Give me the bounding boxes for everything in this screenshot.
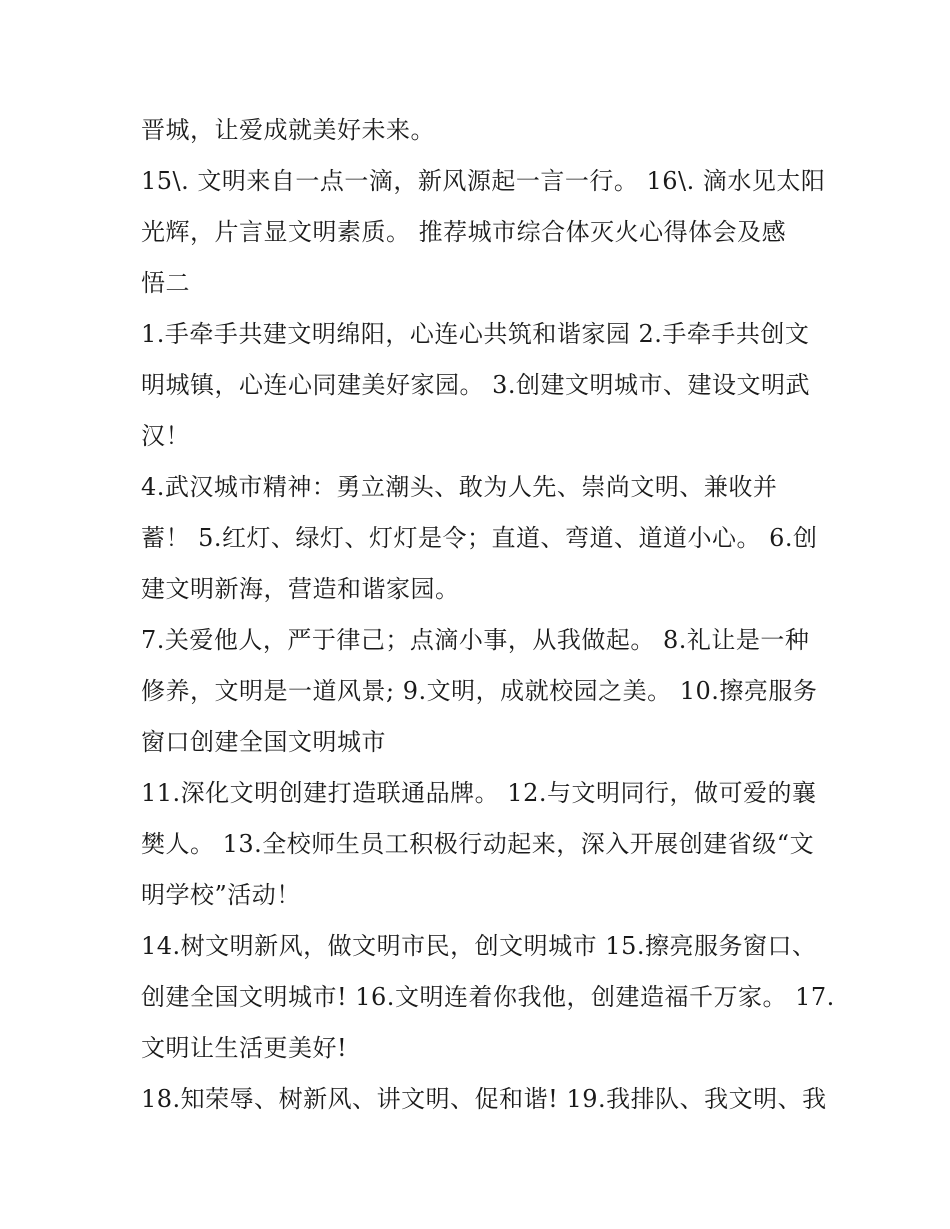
document-body	[141, 105, 835, 1125]
text-line-5: 1.手牵手共建文明绵阳，心连心共筑和谐家园 2.手牵手共创文	[141, 320, 810, 348]
text-line-3: 光辉，片言显文明素质。 推荐城市综合体灭火心得体会及感	[141, 218, 787, 246]
text-line-1: 晋城，让爱成就美好未来。	[141, 116, 435, 144]
text-line-15: 樊人。 13.全校师生员工积极行动起来，深入开展创建省级“文	[141, 830, 815, 858]
text-line-10: 建文明新海，营造和谐家园。	[141, 575, 460, 603]
text-line-7: 汉！	[141, 422, 190, 450]
text-line-13: 窗口创建全国文明城市	[141, 728, 386, 756]
text-line-18: 创建全国文明城市! 16.文明连着你我他，创建造福千万家。 17.	[141, 983, 835, 1011]
text-line-11: 7.关爱他人，严于律己；点滴小事，从我做起。 8.礼让是一种	[141, 626, 810, 654]
text-line-2: 15\. 文明来自一点一滴，新风源起一言一行。 16\. 滴水见太阳	[141, 167, 826, 195]
text-line-19: 文明让生活更美好!	[141, 1034, 348, 1062]
text-line-14: 11.深化文明创建打造联通品牌。 12.与文明同行，做可爱的襄	[141, 779, 817, 807]
text-line-6: 明城镇，心连心同建美好家园。 3.创建文明城市、建设文明武	[141, 371, 811, 399]
text-line-20: 18.知荣辱、树新风、讲文明、促和谐! 19.我排队、我文明、我	[141, 1085, 827, 1113]
text-line-16: 明学校”活动！	[141, 881, 301, 909]
text-line-4: 悟二	[141, 269, 190, 297]
text-line-12: 修养，文明是一道风景; 9.文明，成就校园之美。 10.擦亮服务	[141, 677, 818, 705]
text-line-9: 蓄！ 5.红灯、绿灯、灯灯是令；直道、弯道、道道小心。 6.创	[141, 524, 818, 552]
text-line-8: 4.武汉城市精神：勇立潮头、敢为人先、崇尚文明、兼收并	[141, 473, 778, 501]
text-line-17: 14.树文明新风，做文明市民，创文明城市 15.擦亮服务窗口、	[141, 932, 817, 960]
